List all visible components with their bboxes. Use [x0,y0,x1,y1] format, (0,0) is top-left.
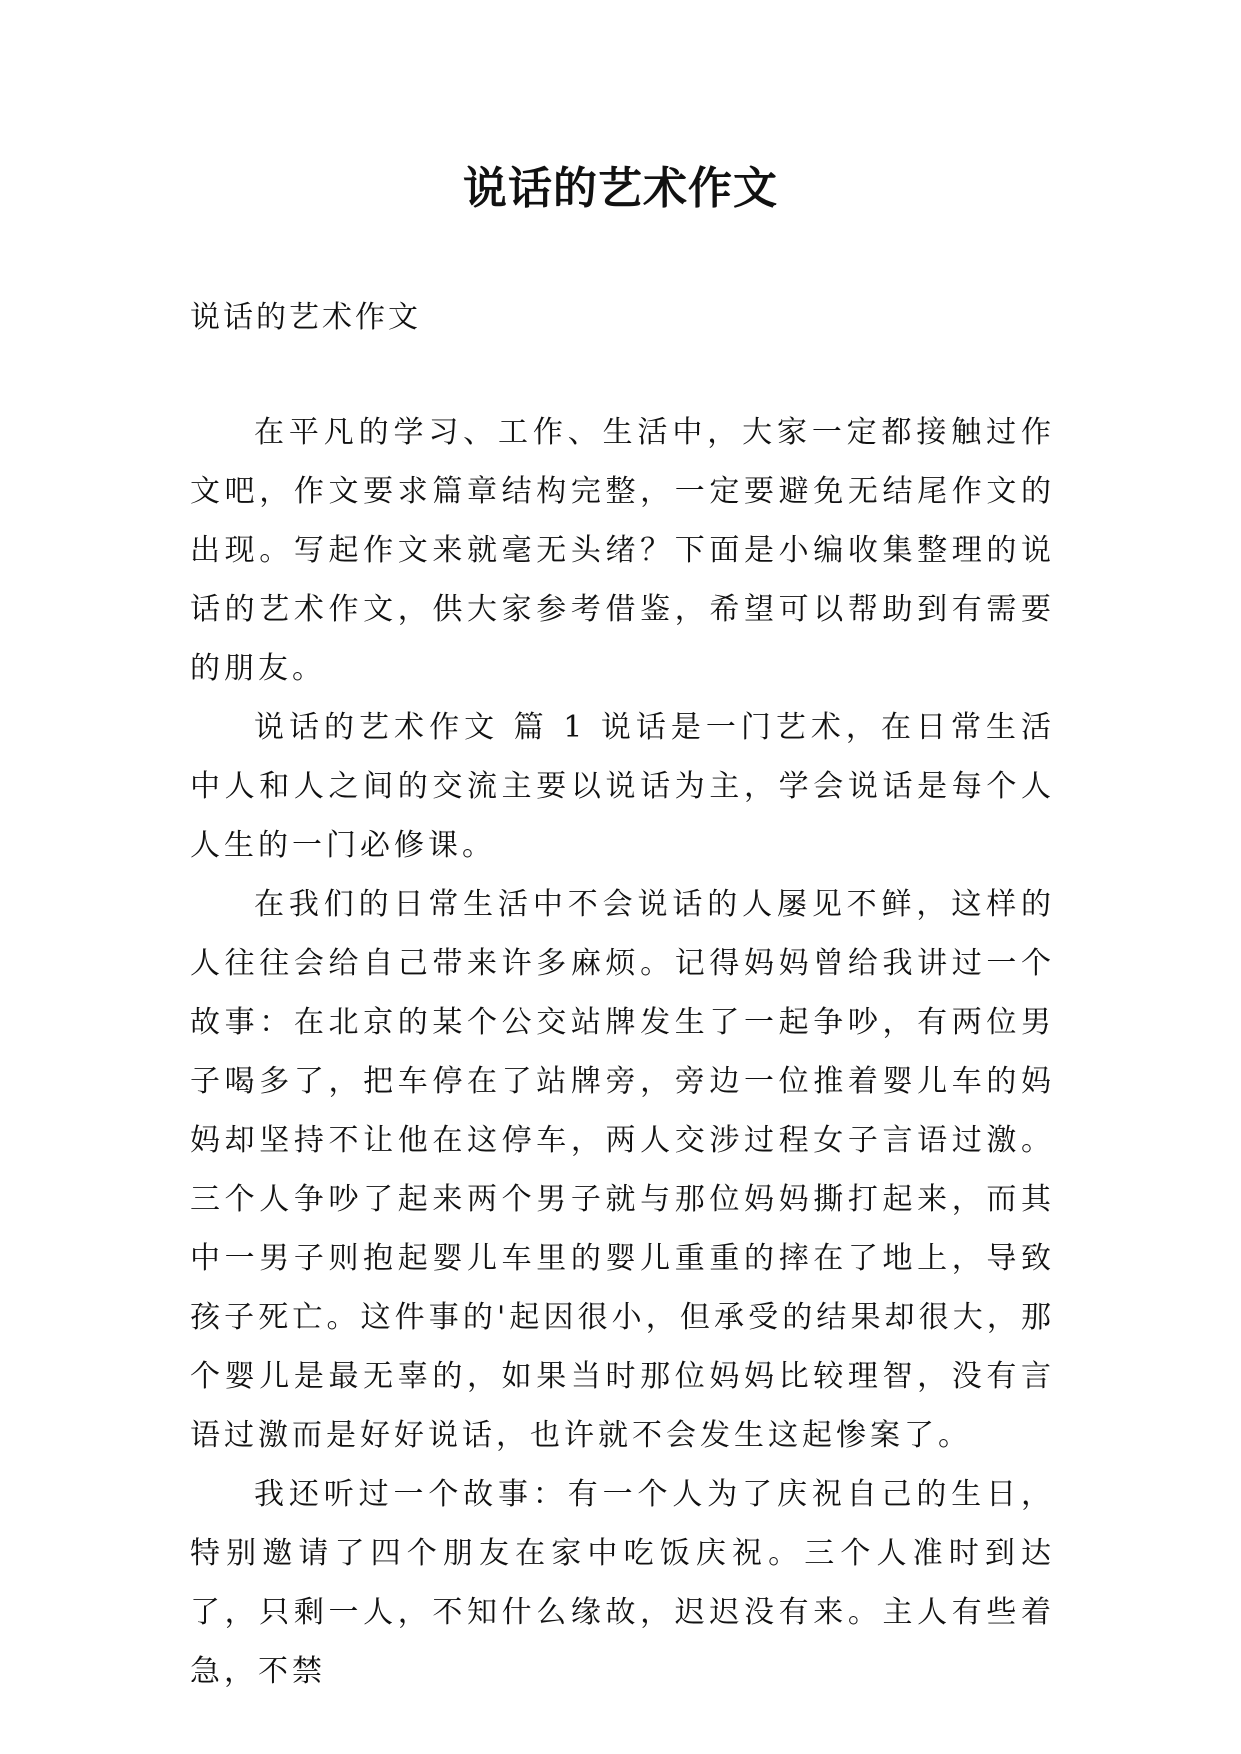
document-title: 说话的艺术作文 [463,163,778,214]
document-subtitle: 说话的艺术作文 [190,300,421,335]
paragraph-section-1: 说话的艺术作文 篇 1 说话是一门艺术，在日常生活中人和人之间的交流主要以说话为主，学会说话是每个人人生的一门必修课。 [190,710,1055,863]
paragraph-story-2: 我还听过一个故事：有一个人为了庆祝自己的生日，特别邀请了四个朋友在家中吃饭庆祝。三个人准时到达了，只剩一人，不知什么缘故，迟迟没有来。主人有些着急，不禁 [190,1477,1055,1689]
paragraph-intro: 在平凡的学习、工作、生活中，大家一定都接触过作文吧，作文要求篇章结构完整，一定要避免无结尾作文的出现。写起作文来就毫无头绪？下面是小编收集整理的说话的艺术作文，供大家参考借鉴，希望可以帮助到有需要的朋友。 [190,415,1055,686]
paragraph-story-1: 在我们的日常生活中不会说话的人屡见不鲜，这样的人往往会给自己带来许多麻烦。记得妈妈曾给我讲过一个故事：在北京的某个公交站牌发生了一起争吵，有两位男子喝多了，把车停在了站牌旁，旁边一位推着婴儿车的妈妈却坚持不让他在这停车，两人交涉过程女子言语过激。三个人争吵了起来两个男子就与那位妈妈撕打起来，而其中一男子则抱起婴儿车里的婴儿重重的摔在了地上，导致孩子死亡。这件事的'起因很小，但承受的结果却很大，那个婴儿是最无辜的，如果当时那位妈妈比较理智，没有言语过激而是好好说话，也许就不会发生这起惨案了。 [190,887,1055,1453]
document-body [190,403,1055,1701]
